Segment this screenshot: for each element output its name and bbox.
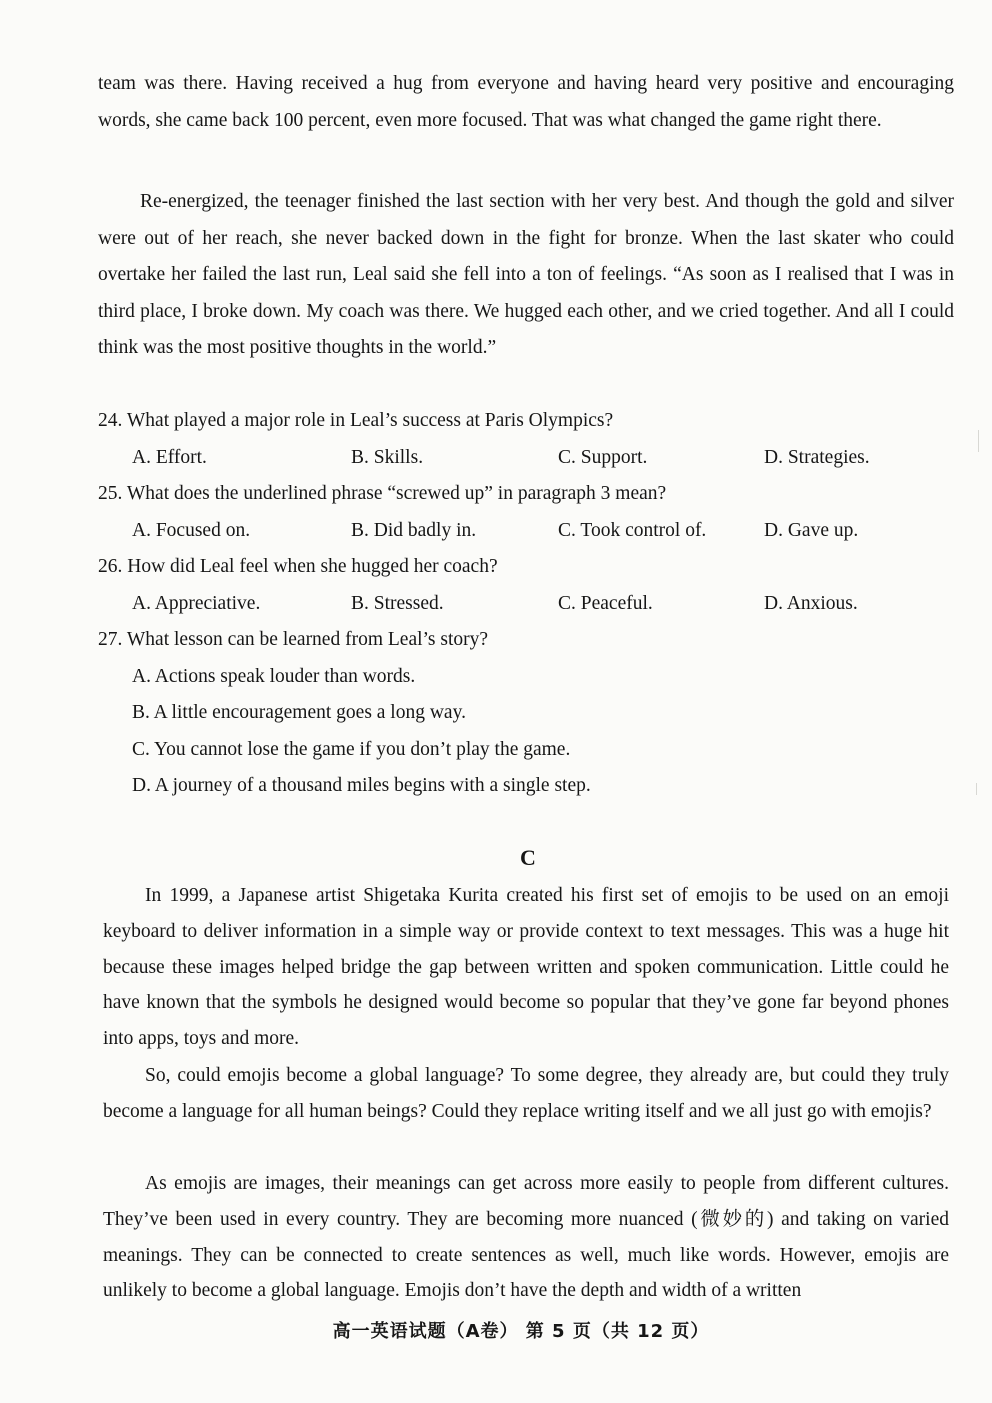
option-d: D. Strategies. [764,446,870,468]
passage-b-paragraph-continued: team was there. Having received a hug from everyone and having heard very positive and encouraging words, she came back 100 percent, even more focused. That was what changed the game right there. [98,73,954,131]
option-d: D. Gave up. [764,519,859,541]
option-c: C. Took control of. [558,519,707,541]
question-stem: 26. How did Leal feel when she hugged her coach? [98,556,498,577]
option-a: A. Appreciative. [132,592,261,614]
option-a: A. Effort. [132,446,207,468]
option-d: D. A journey of a thousand miles begins with a single step. [132,775,591,796]
scan-margin-mark [978,430,979,452]
option-a: A. Focused on. [132,519,251,541]
question-stem: 24. What played a major role in Leal’s success at Paris Olympics? [98,410,614,431]
option-row [98,513,958,550]
passage-c-paragraph-2: So, could emojis become a global language? To some degree, they already are, but could they truly become a language for all human beings? Could they replace writing itself and we all just go with emojis? [103,1065,949,1122]
question-27 [98,622,958,805]
option-b: B. Stressed. [351,592,444,614]
question-25 [98,476,958,549]
question-26 [98,549,958,622]
option-c: C. Support. [558,446,648,468]
option-row [98,586,958,623]
question-list [98,403,958,805]
option-c: C. Peaceful. [558,592,653,614]
question-stem: 25. What does the underlined phrase “screwed up” in paragraph 3 mean? [98,483,667,504]
option-a: A. Actions speak louder than words. [132,665,416,687]
option-b: B. Did badly in. [351,519,477,541]
passage-c-paragraph-1: In 1999, a Japanese artist Shigetaka Kurita created his first set of emojis to be used on an emoji keyboard to deliver information in a simple way or provide context to text messages. This was a huge hit because these images helped bridge the gap between written and spoken communication. Little could he have known that the symbols he designed would become so popular that they’ve gone far beyond phones into apps, toys and more. [103,885,949,1050]
question-24 [98,403,958,476]
scan-margin-mark [976,783,977,795]
page-footer: 高一英语试题（A卷） 第 5 页（共 12 页） [332,1321,710,1342]
option-b: B. Skills. [351,446,424,468]
passage-c-paragraph-3: As emojis are images, their meanings can get across more easily to people from different cultures. They’ve been used in every country. They are becoming more nuanced (微妙的) and taking on varied meanings. They can be connected to create sentences as well, much like words. However, emojis are unlikely to become a global language. Emojis don’t have the depth and width of a written [103,1173,949,1302]
option-row [98,440,958,477]
section-heading: C [520,845,536,870]
option-d: D. Anxious. [764,592,858,614]
option-b: B. A little encouragement goes a long way. [132,702,466,723]
question-stem: 27. What lesson can be learned from Leal’s story? [98,629,489,650]
option-c: C. You cannot lose the game if you don’t play the game. [132,738,571,760]
passage-b-paragraph: Re-energized, the teenager finished the last section with her very best. And though the gold and silver were out of her reach, she never backed down in the fight for bronze. When the last skater who could overtake her failed the last run, Leal said she fell into a ton of feelings. “As soon as I realised that I was in third place, I broke down. My coach was there. We hugged each other, and we cried together. And all I could think was the most positive thoughts in the world.” [98,191,954,358]
